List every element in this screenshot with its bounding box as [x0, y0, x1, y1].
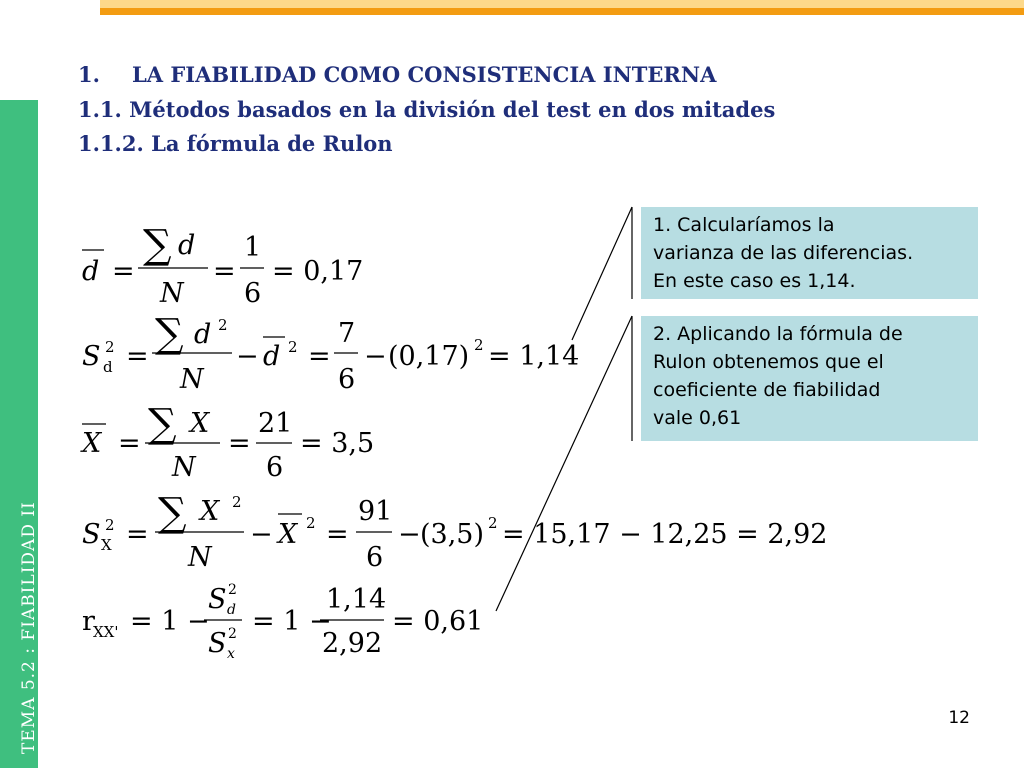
- svg-text:2: 2: [105, 338, 115, 356]
- svg-text:X: X: [82, 428, 102, 459]
- f4-den: 6: [366, 542, 384, 573]
- side-label: TEMA 5.2 : FIABILIDAD II: [19, 501, 39, 754]
- note1-line-3: En este caso es 1,14.: [653, 270, 856, 292]
- f5-label-sub: XX': [93, 623, 119, 641]
- svg-text:d: d: [263, 341, 281, 372]
- f3-N: N: [172, 452, 196, 483]
- callout-note-2: [641, 316, 978, 441]
- svg-text:∑: ∑: [158, 490, 187, 536]
- callout-lines: [496, 207, 632, 611]
- svg-text:−: −: [364, 341, 387, 372]
- note2-line-4: vale 0,61: [653, 407, 742, 429]
- f3-num: 21: [258, 408, 293, 439]
- page-number: 12: [948, 708, 970, 728]
- svg-text:N: N: [188, 542, 212, 573]
- svg-text:=: =: [112, 256, 135, 287]
- f2-mean-sq: (0,17): [388, 341, 470, 372]
- f5-result: = 0,61: [392, 606, 484, 637]
- svg-text:2: 2: [488, 514, 498, 532]
- f1-num: 1: [244, 232, 262, 263]
- svg-text:=: =: [213, 256, 236, 287]
- svg-text:2: 2: [218, 316, 228, 334]
- note2-line-1: 2. Aplicando la fórmula de: [653, 323, 903, 345]
- svg-text:d: d: [227, 602, 236, 618]
- f1-result: = 0,17: [272, 256, 364, 287]
- formula-mean-x: [80, 401, 374, 483]
- svg-text:∑: ∑: [148, 401, 177, 447]
- svg-text:=: =: [126, 341, 149, 372]
- svg-text:=: =: [228, 428, 251, 459]
- f5-label: r: [82, 606, 95, 637]
- svg-text:2: 2: [105, 516, 115, 534]
- f1-N: N: [160, 278, 184, 309]
- svg-text:S: S: [208, 628, 227, 659]
- svg-text:2: 2: [228, 626, 237, 642]
- f2-den: 6: [338, 364, 356, 395]
- heading-title: LA FIABILIDAD COMO CONSISTENCIA INTERNA: [132, 62, 717, 87]
- f3-sum-x: X: [190, 408, 210, 439]
- svg-text:= 1 −: = 1 −: [252, 606, 332, 637]
- f3-result: = 3,5: [300, 428, 375, 459]
- svg-text:= 1 −: = 1 −: [130, 606, 210, 637]
- heading-line-3: 1.1.2. La fórmula de Rulon: [78, 131, 393, 156]
- svg-text:d: d: [82, 256, 100, 287]
- callout-note-1: [641, 207, 978, 299]
- svg-text:−: −: [236, 341, 259, 372]
- formula-rulon: [82, 582, 483, 662]
- svg-text:N: N: [180, 364, 204, 395]
- f2-result: = 1,14: [488, 341, 580, 372]
- f3-den: 6: [266, 452, 284, 483]
- formula-variance-d: [82, 311, 579, 395]
- f1-sum-d: d: [178, 230, 196, 261]
- svg-text:2: 2: [474, 336, 484, 354]
- f2-num: 7: [338, 318, 356, 349]
- svg-text:2: 2: [288, 338, 298, 356]
- f1-den: 6: [244, 278, 262, 309]
- svg-text:=: =: [308, 341, 331, 372]
- svg-text:=: =: [126, 519, 149, 550]
- svg-text:X: X: [101, 536, 112, 554]
- heading-line-2: 1.1. Métodos basados en la división del test en dos mitades: [78, 97, 776, 122]
- svg-text:2: 2: [306, 514, 316, 532]
- svg-text:=: =: [326, 519, 349, 550]
- svg-text:x: x: [227, 646, 235, 662]
- svg-text:2: 2: [228, 582, 237, 598]
- note1-line-2: varianza de las diferencias.: [653, 242, 914, 264]
- svg-text:S: S: [208, 584, 227, 615]
- svg-text:S: S: [82, 341, 101, 372]
- f4-mean-sq: (3,5): [420, 519, 485, 550]
- svg-text:d: d: [103, 358, 113, 376]
- f4-num: 91: [358, 496, 393, 527]
- svg-text:−: −: [398, 519, 421, 550]
- svg-text:X: X: [200, 496, 220, 527]
- svg-text:=: =: [118, 428, 141, 459]
- svg-text:∑: ∑: [143, 222, 172, 268]
- svg-text:−: −: [250, 519, 273, 550]
- svg-text:d: d: [194, 319, 212, 350]
- svg-text:X: X: [278, 519, 298, 550]
- f5-den: 2,92: [322, 628, 383, 659]
- note1-line-1: 1. Calcularíamos la: [653, 214, 835, 236]
- formula-variance-x: [82, 490, 828, 573]
- svg-text:2: 2: [232, 493, 242, 511]
- svg-text:S: S: [82, 519, 101, 550]
- f5-num: 1,14: [326, 584, 387, 615]
- f4-result: = 15,17 − 12,25 = 2,92: [502, 519, 828, 550]
- svg-text:∑: ∑: [155, 311, 184, 357]
- note2-line-3: coeficiente de fiabilidad: [653, 379, 881, 401]
- note2-line-2: Rulon obtenemos que el: [653, 351, 884, 373]
- heading-number: 1.: [78, 62, 100, 87]
- formula-mean-d: [82, 222, 363, 309]
